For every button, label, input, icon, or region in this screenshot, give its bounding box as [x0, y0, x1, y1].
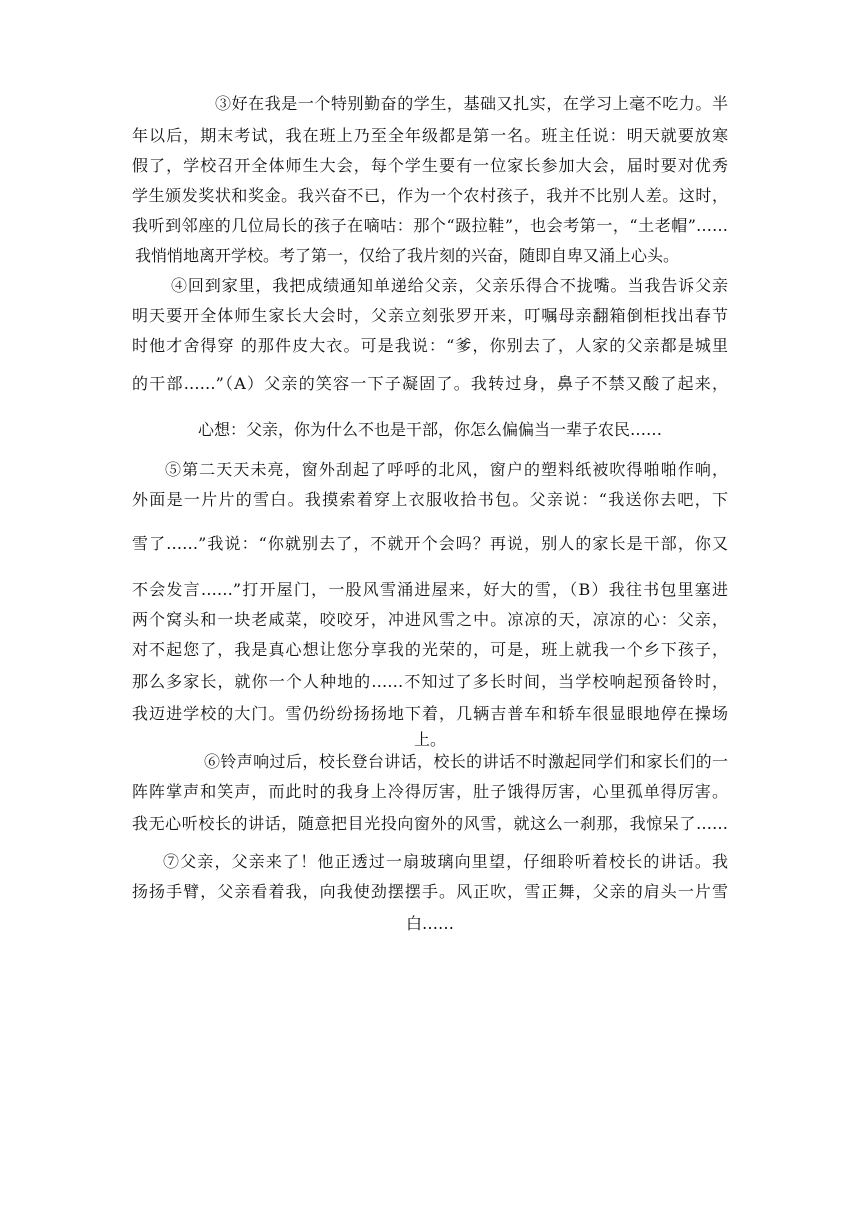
paragraph-5-line: ⑤第二天天未亮，窗外刮起了呼呼的北风，窗户的塑料纸被吹得啪啪作响， [165, 460, 728, 479]
paragraph-4-line: 心想：父亲，你为什么不也是干部，你怎么偏偏当一辈子农民…… [197, 420, 662, 439]
paragraph-7-line: 白…… [405, 914, 454, 933]
paragraph-6-line: 我无心听校长的讲话，随意把目光投向窗外的风雪，就这么一刹那，我惊呆了…… [132, 814, 728, 833]
paragraph-3-line: 我悄悄地离开学校。考了第一，仅给了我片刻的兴奋，随即自卑又涌上心头。 [135, 246, 680, 265]
paragraph-7-line: 扬扬手臂，父亲看着我，向我使劲摆摆手。风正吹，雪正舞，父亲的肩头一片雪 [132, 882, 728, 901]
paragraph-3-line: 学生颁发奖状和奖金。我兴奋不已，作为一个农村孩子，我并不比别人差。这时， [132, 186, 728, 205]
paragraph-4-line: 的干部……”（A）父亲的笑容一下子凝固了。我转过身，鼻子不禁又酸了起来， [132, 374, 728, 393]
paragraph-3-line: ③好在我是一个特别勤奋的学生，基础又扎实，在学习上毫不吃力。半 [215, 94, 728, 113]
paragraph-4-line: ④回到家里，我把成绩通知单递给父亲，父亲乐得合不拢嘴。当我告诉父亲 [171, 276, 728, 295]
paragraph-3-line: 我听到邻座的几位局长的孩子在嘀咕：那个“趿拉鞋”，也会考第一，“土老帽”…… [132, 216, 728, 235]
paragraph-5-line: 对不起您了，我是真心想让您分享我的光荣的，可是，班上就我一个乡下孩子， [132, 640, 728, 659]
paragraph-6-line: ⑥铃声响过后，校长登台讲话，校长的讲话不时激起同学们和家长们的一 [204, 752, 728, 771]
paragraph-3-line: 假了，学校召开全体师生大会，每个学生要有一位家长参加大会，届时要对优秀 [132, 156, 728, 175]
paragraph-5-line: 我迈进学校的大门。雪仍纷纷扬扬地下着，几辆吉普车和轿车很显眼地停在操场 [132, 704, 728, 723]
paragraph-4-line: 明天要开全体师生家长大会时，父亲立刻张罗开来，叮嘱母亲翻箱倒柜找出春节 [132, 306, 728, 325]
paragraph-4-line: 时他才舍得穿 的那件皮大衣。可是我说：“爹，你别去了，人家的父亲都是城里 [132, 336, 728, 355]
paragraph-7-line: ⑦父亲，父亲来了！他正透过一扇玻璃向里望，仔细聆听着校长的讲话。我 [163, 852, 728, 871]
paragraph-5-line: 雪了……”我说：“你就别去了，不就开个会吗？再说，别人的家长是干部，你又 [132, 534, 728, 553]
paragraph-5-line: 外面是一片片的雪白。我摸索着穿上衣服收拾书包。父亲说：“我送你去吧，下 [132, 490, 728, 509]
paragraph-3-line: 年以后，期末考试，我在班上乃至全年级都是第一名。班主任说：明天就要放寒 [132, 126, 728, 145]
paragraph-6-line: 阵阵掌声和笑声，而此时的我身上冷得厉害，肚子饿得厉害，心里孤单得厉害。 [132, 782, 728, 801]
paragraph-5-line: 两个窝头和一块老咸菜，咬咬牙，冲进风雪之中。凉凉的天，凉凉的心：父亲， [132, 610, 728, 629]
paragraph-5-line: 那么多家长，就你一个人种地的……不知过了多长时间，当学校响起预备铃时， [132, 672, 728, 691]
paragraph-5-line: 不会发言……”打开屋门，一股风雪涌进屋来，好大的雪，（B）我往书包里塞进 [132, 580, 728, 599]
paragraph-5-line: 上。 [413, 730, 446, 749]
